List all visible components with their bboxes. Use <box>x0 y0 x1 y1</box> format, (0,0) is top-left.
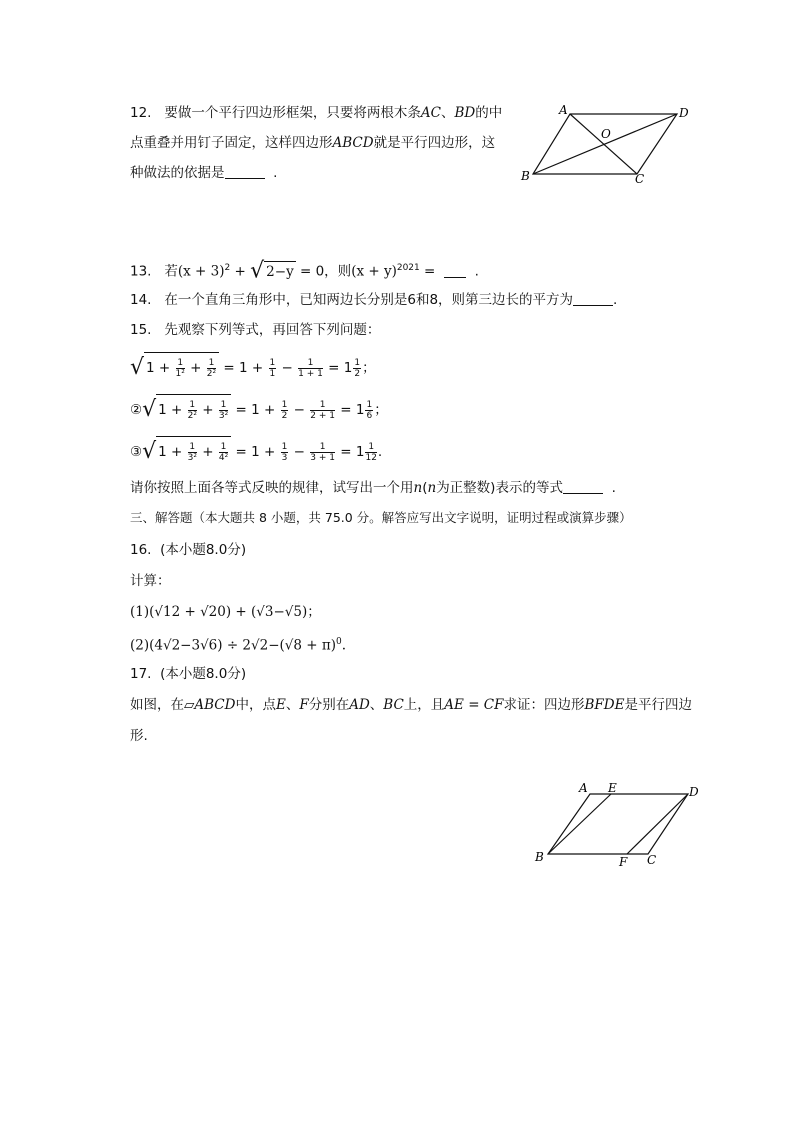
q15-row1: √ 1 + $\frac{1}{\text{1²}}$ + $\frac{1}{\text{2²}}$ = 1 + $\frac{1}{1}$ − $\frac{1}{1 + 1}$ = 1 $\frac{1}{2}$ ； <box>130 352 376 383</box>
q16-part2: $(2)(4√2-3√6) \div 2√2-(√8 + \pi)^0$. <box>130 637 347 654</box>
q17-line2: 形. <box>130 728 148 744</box>
label-O: O <box>601 127 611 141</box>
label-F: F <box>619 855 628 869</box>
label-A: A <box>579 781 588 795</box>
q13: 13. 若$(x + 3)^2$ + √ 2−y = 0，则$(x + y)^{2021}$ = . <box>130 258 479 284</box>
answer-blank <box>444 263 466 278</box>
label-D: D <box>679 106 689 120</box>
q15-intro: 15. 先观察下列等式，再回答下列问题： <box>130 322 381 338</box>
sqrt-icon: √ <box>142 397 157 422</box>
label-E: E <box>608 781 617 795</box>
label-D: D <box>689 785 699 799</box>
q15-row2: ②√ 1 + $\frac{1}{\text{2²}}$ + $\frac{1}{\text{3²}}$ = 1 + $\frac{1}{2}$ − $\frac{1}{2 + 1}$ = 1 $\frac{1}{6}$ ； <box>130 394 388 425</box>
q17-line1: 如图，在▱ABCD中，点E、F分别在AD、BC上，且AE = CF求证：四边形BFDE是平行四边 <box>130 697 692 713</box>
q12-line2: 点重叠并用钉子固定，这样四边形ABCD就是平行四边形，这 <box>130 135 496 151</box>
answer-blank <box>573 291 613 306</box>
section-3-title: 三、解答题（本大题共 8 小题，共 75.0 分。解答应写出文字说明，证明过程或演算步骤） <box>130 510 632 525</box>
sqrt-icon: √ <box>250 258 265 284</box>
q16-part1: (1)(√12 + √20) + (√3−√5)； <box>130 604 321 620</box>
q15-ask: 请你按照上面各等式反映的规律，试写出一个用n(n为正整数)表示的等式 . <box>130 480 616 496</box>
sqrt-icon: √ <box>142 439 157 464</box>
label-B: B <box>521 169 530 183</box>
q16-calc: 计算： <box>130 573 171 589</box>
label-C: C <box>635 172 645 186</box>
q16-header: 16. (本小题8.0分) <box>130 542 247 558</box>
label-A: A <box>559 103 568 117</box>
label-C: C <box>647 853 657 867</box>
q14: 14. 在一个直角三角形中，已知两边长分别是6和8，则第三边长的平方为 . <box>130 292 618 308</box>
answer-blank <box>563 479 603 494</box>
q12-line1: 12. 要做一个平行四边形框架，只要将两根木条AC、BD的中 <box>130 105 503 121</box>
q17-parallelogram-figure <box>530 777 710 872</box>
q17-header: 17. (本小题8.0分) <box>130 666 247 682</box>
sqrt-icon: √ <box>130 355 145 380</box>
q12-parallelogram-figure <box>515 98 700 188</box>
answer-blank <box>225 164 265 179</box>
q15-row3: ③√ 1 + $\frac{1}{\text{3²}}$ + $\frac{1}{\text{4²}}$ = 1 + $\frac{1}{3}$ − $\frac{1}{3 + 1}$ = 1 $\frac{1}{12}$ . <box>130 436 382 467</box>
q12-line3: 种做法的依据是 . <box>130 165 278 181</box>
label-B: B <box>535 850 544 864</box>
